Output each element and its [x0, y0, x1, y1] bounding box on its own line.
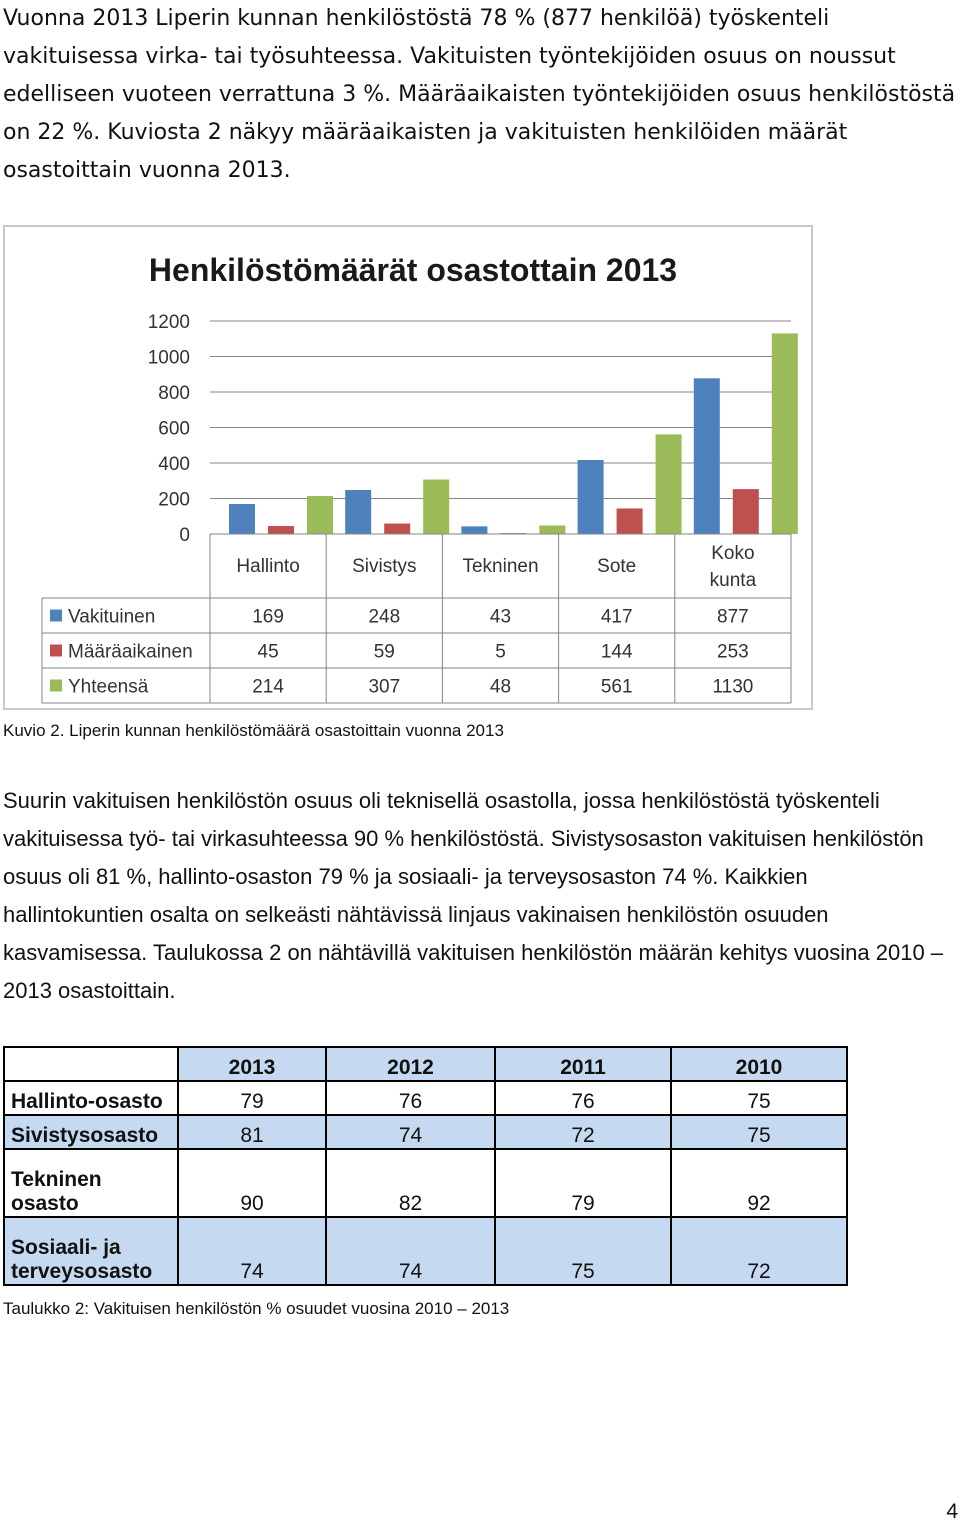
bar: [229, 504, 255, 534]
legend-label: Vakituinen: [68, 606, 156, 628]
table-cell: 76: [495, 1081, 671, 1115]
table-cell: 72: [671, 1217, 847, 1285]
bar: [307, 496, 333, 534]
y-tick-label: 0: [179, 525, 190, 546]
y-tick-label: 1000: [147, 347, 190, 369]
data-label: 214: [252, 676, 284, 698]
chart-title: Henkilöstömäärät osastottain 2013: [148, 252, 678, 288]
body-paragraph: Suurin vakituisen henkilöstön osuus oli teknisellä osastolla, jossa henkilöstöstä työskenteli vakituisessa työ- tai virkasuhteessa 90 % henkilöstöstä. Sivistysosaston vakituisen henkilöstön osuus oli 81 %, hallinto-osaston 79 % ja sosiaali- ja terveysosaston 74 %. Kaikkien hallintokuntien osalta on selkeästi nähtävissä linjaus vakinaisen henkilöstön osuuden kasvamisessa. Taulukossa 2 on nähtävillä vakituisen henkilöstön määrän kehitys vuosina 2010 – 2013 osastoittain.: [3, 788, 944, 1003]
year-header: 2010: [671, 1047, 847, 1081]
data-label: 307: [368, 676, 401, 698]
bar: [268, 526, 294, 534]
data-label: 45: [257, 641, 279, 663]
table-row: [4, 1149, 847, 1217]
figure-caption: Kuvio 2. Liperin kunnan henkilöstömäärä osastoittain vuonna 2013: [3, 721, 504, 740]
table-cell: 82: [326, 1149, 495, 1217]
bar: [656, 434, 682, 534]
table-cell: 75: [671, 1115, 847, 1149]
table-caption: Taulukko 2: Vakituisen henkilöstön % osuudet vuosina 2010 – 2013: [3, 1299, 510, 1318]
y-tick-label: 600: [158, 418, 190, 440]
bar: [384, 524, 410, 534]
data-label: 144: [600, 641, 633, 663]
legend-label: Määräaikainen: [68, 641, 193, 663]
bar: [423, 480, 449, 534]
legend-swatch: [50, 610, 62, 622]
data-label: 43: [489, 606, 512, 628]
page-number: 4: [946, 1500, 958, 1523]
y-tick-label: 1200: [147, 312, 190, 333]
data-label: 48: [489, 676, 512, 698]
y-tick-label: 200: [158, 489, 190, 511]
table-corner-cell: [4, 1047, 178, 1081]
row-label: Sivistysosasto: [4, 1115, 178, 1149]
table-row: [4, 1081, 847, 1115]
data-label: 5: [495, 641, 506, 663]
row-label: Tekninen osasto: [4, 1149, 178, 1217]
table-cell: 79: [495, 1149, 671, 1217]
table-cell: 90: [178, 1149, 326, 1217]
data-label: 248: [368, 606, 401, 628]
table-cell: 76: [326, 1081, 495, 1115]
legend-label: Yhteensä: [68, 676, 149, 698]
table-row: [4, 1115, 847, 1149]
table-cell: 72: [495, 1115, 671, 1149]
table-cell: 75: [671, 1081, 847, 1115]
bar: [694, 378, 720, 534]
percentage-table: [3, 1046, 848, 1286]
table-cell: 74: [326, 1217, 495, 1285]
bar: [345, 490, 371, 534]
category-label: Tekninen: [462, 556, 539, 577]
category-label: Hallinto: [236, 556, 300, 577]
bar: [772, 333, 798, 534]
table-cell: 74: [326, 1115, 495, 1149]
year-header: 2013: [178, 1047, 326, 1081]
table-row: [4, 1217, 847, 1285]
bar-chart: [5, 227, 811, 708]
intro-paragraph: Vuonna 2013 Liperin kunnan henkilöstöstä 78 % (877 henkilöä) työskenteli vakituisessa virka- tai työsuhteessa. Vakituisten työntekijöiden osuus on noussut edelliseen vuoteen verrattuna 3 %. Määräaikaisten työntekijöiden osuus henkilöstöstä on 22 %. Kuviosta 2 näkyy määräaikaisten ja vakituisten henkilöiden määrät osastoittain vuonna 2013.: [3, 6, 956, 183]
table-cell: 79: [178, 1081, 326, 1115]
row-label: Hallinto-osasto: [4, 1081, 178, 1115]
bar: [578, 460, 604, 534]
table-cell: 92: [671, 1149, 847, 1217]
year-header: 2011: [495, 1047, 671, 1081]
data-label: 253: [717, 641, 749, 663]
chart-container: [3, 225, 813, 710]
row-label: Sosiaali- ja terveysosasto: [4, 1217, 178, 1285]
table-cell: 74: [178, 1217, 326, 1285]
bar: [539, 525, 565, 534]
data-label: 417: [600, 606, 633, 628]
category-label: Sivistys: [352, 556, 417, 577]
data-label: 169: [252, 606, 284, 628]
year-header: 2012: [326, 1047, 495, 1081]
bar: [617, 508, 643, 534]
data-label: 561: [600, 676, 633, 698]
y-tick-label: 800: [158, 383, 190, 404]
data-label: 877: [717, 606, 749, 628]
category-label: Koko kunta: [709, 543, 757, 591]
legend-swatch: [50, 645, 62, 657]
category-label: Sote: [597, 556, 637, 577]
legend-swatch: [50, 680, 62, 692]
table-header-row: [4, 1047, 847, 1081]
data-label: 59: [373, 641, 395, 663]
table-cell: 81: [178, 1115, 326, 1149]
bar: [461, 526, 487, 534]
table-cell: 75: [495, 1217, 671, 1285]
data-label: 1130: [712, 676, 754, 698]
y-tick-label: 400: [158, 454, 190, 475]
bar: [733, 489, 759, 534]
